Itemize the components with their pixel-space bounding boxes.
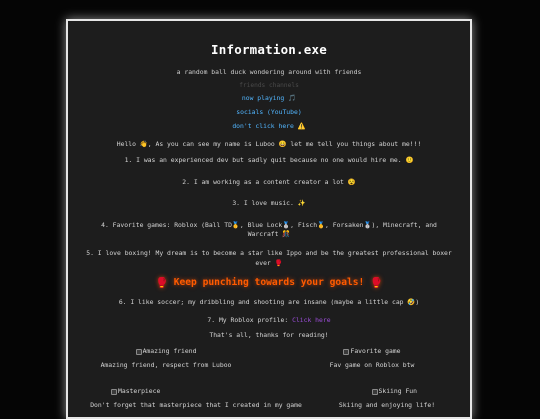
gallery-image [81,387,311,396]
image-alt-text: Masterpiece [118,387,161,396]
gallery-caption: Fav game on Roblox btw [329,361,415,370]
image-alt-text: Skiing Fun [378,387,417,396]
about-item-7 [68,316,470,325]
now-playing-link[interactable]: now playing 🎵 [241,94,297,102]
broken-image-icon [372,389,378,395]
about-item-6: 6. I like soccer; my dribbling and shooting are insane (maybe a little cap 🤣) [118,298,420,307]
gallery-image [327,387,447,396]
gallery-item [91,347,241,369]
page-subtitle: a random ball duck wondering around with friends [176,68,362,76]
boxing-glove-icon: 🥊 [155,278,168,290]
broken-image-icon [136,349,142,355]
hello-text: Hello 👋, As you can see my name is Luboo 😄 let me tell you things about me!!! [116,140,422,148]
about-item-2: 2. I am working as a content creator a lot 😵 [182,177,356,186]
motto [68,277,470,289]
about-item-1: 1. I was an experienced dev but sadly quit because no one would hire me. 🙂 [124,156,414,165]
gallery-caption: Amazing friend, respect from Luboo [100,361,232,370]
broken-image-icon [343,349,349,355]
image-alt-text: Amazing friend [142,347,197,356]
image-alt-text: Favorite game [350,347,401,356]
closing-text: That's all, thanks for reading! [209,331,329,340]
broken-image-icon [111,389,117,395]
page-title: Information.exe [211,42,327,57]
roblox-profile-link[interactable]: Click here [292,315,331,324]
gallery-image [297,347,447,356]
about-item-5: 5. I love boxing! My dream is to become a star like Ippo and be the greatest professional boxer ever 🥊 [86,249,452,267]
hidden-text: friends channels [239,82,299,89]
motto-text: Keep punching towards your goals! [173,277,365,289]
gallery-item [327,387,447,409]
gallery-caption: Skiing and enjoying life! [338,401,436,410]
gallery-image [91,347,241,356]
about-item-3: 3. I love music. ✨ [232,199,306,208]
info-window [66,19,472,419]
gallery-item [81,387,311,409]
boxing-glove-icon: 🥊 [370,278,383,290]
roblox-profile-label: 7. My Roblox profile: [207,315,289,324]
gallery-row-2 [68,387,470,409]
dont-click-link[interactable]: don't click here ⚠️ [232,122,306,130]
socials-link[interactable]: socials (YouTube) [236,108,302,116]
about-item-4: 4. Favorite games: Roblox (Ball TD🥇, Blue Lock🥈, Fisch🥇, Forsaken🥈), Minecraft, and Warcraft 🎊 [101,220,437,239]
gallery-item [297,347,447,369]
gallery-row-1 [68,347,470,369]
gallery-caption: Don't forget that masterpiece that I created in my game [90,401,302,410]
